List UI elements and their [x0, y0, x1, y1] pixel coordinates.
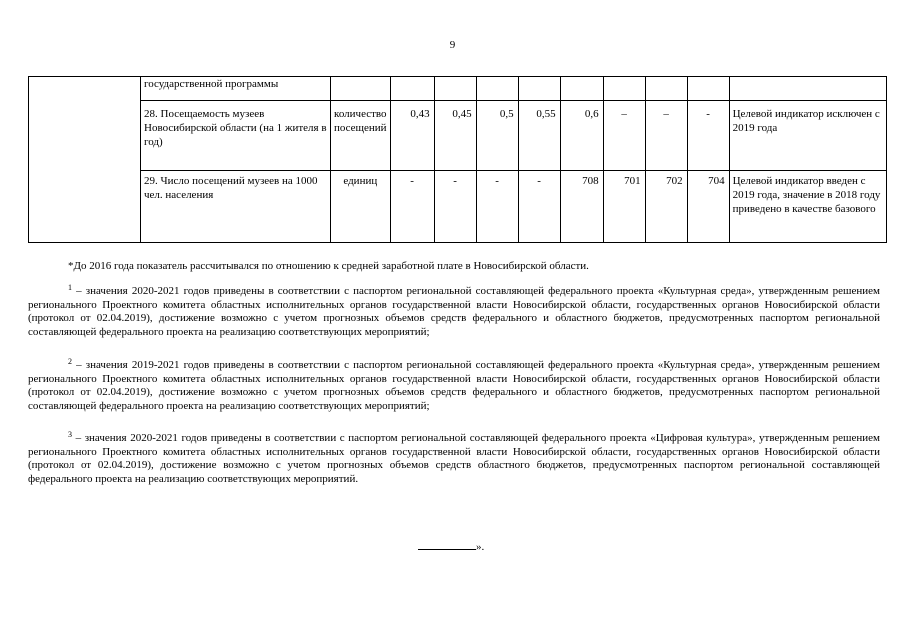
- signature-line: [418, 539, 476, 550]
- value-cell: [560, 77, 603, 101]
- value-cell: [603, 77, 645, 101]
- footnote-star-text: *До 2016 года показатель рассчитывался по отношению к средней заработной плате в Новосибирской области.: [68, 260, 589, 272]
- table-row: [29, 171, 887, 243]
- value-cell: [687, 77, 729, 101]
- value-cell: 0,45: [434, 101, 476, 171]
- value-cell: [645, 77, 687, 101]
- value-cell: [518, 77, 560, 101]
- value-cell: 702: [645, 171, 687, 243]
- unit-cell: количество посещений: [331, 101, 391, 171]
- footnote-3: [28, 432, 880, 486]
- footnote-1-text: – значения 2020-2021 годов приведены в соответствии с паспортом региональной составляющей федерального проекта «Культурная среда», утвержденным решением регионального Проектного комитета областных исполнительных органов государственной власти Новосибирской области, государственных органов Новосибирской области (протокол от 02.04.2019), достижение возможно с учетом прогнозных объемов средств федерального и областного бюджетов, предусмотренных паспортом региональной составляющей федерального проекта на реализацию соответствующих мероприятий;: [28, 285, 880, 338]
- indicator-name: 29. Число посещений музеев на 1000 чел. населения: [141, 171, 331, 243]
- unit-cell: единиц: [331, 171, 391, 243]
- closing-mark: [418, 539, 484, 553]
- value-cell: 0,6: [560, 101, 603, 171]
- value-cell: –: [645, 101, 687, 171]
- program-cell: [29, 77, 141, 243]
- footnote-1-marker: 1: [68, 283, 72, 292]
- value-cell: 0,55: [518, 101, 560, 171]
- closing-quote: ».: [476, 541, 485, 553]
- footnote-3-marker: 3: [68, 430, 72, 439]
- note-cell: [729, 77, 886, 101]
- table-row: [29, 101, 887, 171]
- value-cell: –: [603, 101, 645, 171]
- note-cell: Целевой индикатор исключен с 2019 года: [729, 101, 886, 171]
- indicator-name: 28. Посещаемость музеев Новосибирской области (на 1 жителя в год): [141, 101, 331, 171]
- value-cell: [434, 77, 476, 101]
- indicators-table: [28, 76, 887, 243]
- value-cell: -: [390, 171, 434, 243]
- unit-cell: [331, 77, 391, 101]
- footnote-2-text: – значения 2019-2021 годов приведены в соответствии с паспортом региональной составляющей федерального проекта «Культурная среда», утвержденным решением регионального Проектного комитета областных исполнительных органов государственной власти Новосибирской области, государственных органов Новосибирской области (протокол от 02.04.2019), достижение возможно с учетом прогнозных объемов средств федерального и областного бюджетов, предусмотренных паспортом региональной составляющей федерального проекта на реализацию соответствующих мероприятий;: [28, 359, 880, 412]
- value-cell: 704: [687, 171, 729, 243]
- value-cell: [476, 77, 518, 101]
- value-cell: -: [476, 171, 518, 243]
- footnote-2-marker: 2: [68, 357, 72, 366]
- value-cell: 708: [560, 171, 603, 243]
- table-row: [29, 77, 887, 101]
- footnote-star: [28, 260, 880, 274]
- note-cell: Целевой индикатор введен с 2019 года, значение в 2018 году приведено в качестве базового: [729, 171, 886, 243]
- page-number: 9: [449, 39, 456, 51]
- value-cell: [390, 77, 434, 101]
- value-cell: 701: [603, 171, 645, 243]
- footnote-1: [28, 285, 880, 339]
- value-cell: -: [518, 171, 560, 243]
- value-cell: 0,5: [476, 101, 518, 171]
- footnote-2: [28, 359, 880, 413]
- footnote-3-text: – значения 2020-2021 годов приведены в соответствии с паспортом региональной составляющей федерального проекта «Цифровая культура», утвержденным решением регионального Проектного комитета областных исполнительных органов государственной власти Новосибирской области, государственных органов Новосибирской области (протокол от 02.04.2019), достижение возможно с учетом прогнозных объемов средств областного бюджетов, предусмотренных паспортом региональной составляющей федерального проекта на реализацию соответствующих мероприятий.: [28, 432, 880, 485]
- value-cell: 0,43: [390, 101, 434, 171]
- indicator-name: государственной программы: [141, 77, 331, 101]
- value-cell: -: [434, 171, 476, 243]
- value-cell: -: [687, 101, 729, 171]
